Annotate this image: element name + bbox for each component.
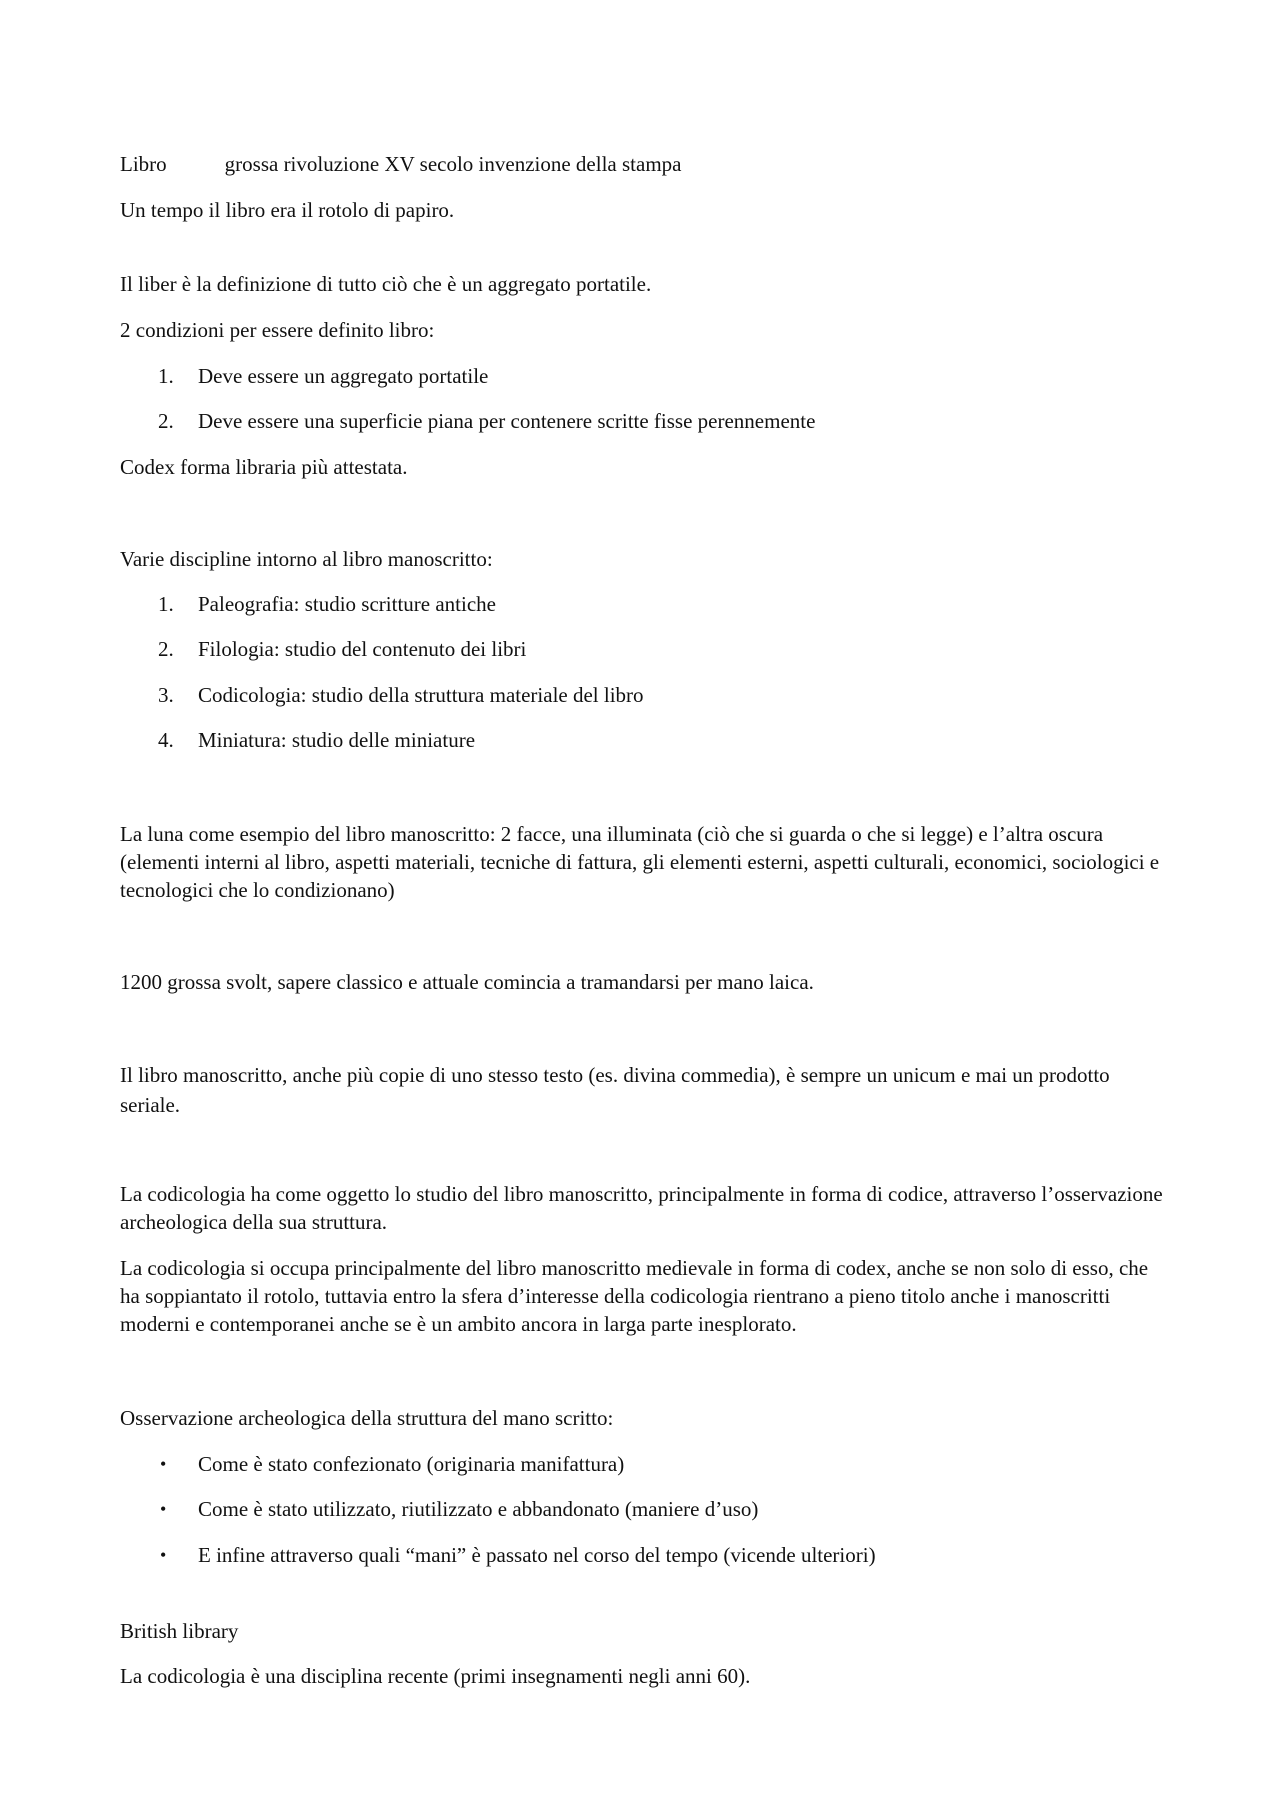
heading-description: grossa rivoluzione XV secolo invenzione della stampa: [224, 152, 682, 176]
paragraph: 2 condizioni per essere definito libro:: [120, 318, 435, 342]
paragraph: La codicologia ha come oggetto lo studio del libro manoscritto, principalmente in forma di codice, attraverso l’osservazione archeologica della sua struttura.: [120, 1182, 1163, 1234]
list-marker: 1.: [158, 364, 174, 388]
heading-word: Libro: [120, 152, 167, 176]
bullet-marker: •: [160, 1499, 167, 1519]
paragraph: La codicologia è una disciplina recente (primi insegnamenti negli anni 60).: [120, 1664, 751, 1688]
list-item-text: Codicologia: studio della struttura materiale del libro: [198, 683, 644, 707]
paragraph: Osservazione archeologica della struttura del mano scritto:: [120, 1406, 614, 1430]
paragraph: British library: [120, 1619, 239, 1643]
list-marker: 2.: [158, 637, 174, 661]
list-marker: 2.: [158, 409, 174, 433]
list-item-text: Deve essere una superficie piana per contenere scritte fisse perennemente: [198, 409, 816, 433]
paragraph: Varie discipline intorno al libro manoscritto:: [120, 547, 493, 571]
paragraph: Il libro manoscritto, anche più copie di uno stesso testo (es. divina commedia), è sempre un unicum e mai un prodotto seriale.: [120, 1063, 1110, 1117]
list-item-text: Paleografia: studio scritture antiche: [198, 592, 496, 616]
document-page: [120, 0, 1170, 1811]
paragraph: La codicologia si occupa principalmente del libro manoscritto medievale in forma di codex, anche se non solo di esso, che ha soppiantato il rotolo, tuttavia entro la sfera d’interesse della codicologia rientrano a pieno titolo anche i manoscritti moderni e contemporanei anche se è un ambito ancora in larga parte inesplorato.: [120, 1256, 1149, 1336]
paragraph: Un tempo il libro era il rotolo di papiro.: [120, 198, 455, 222]
paragraph: La luna come esempio del libro manoscritto: 2 facce, una illuminata (ciò che si guarda o che si legge) e l’altra oscura (elementi interni al libro, aspetti materiali, tecniche di fattura, gli elementi esterni, aspetti culturali, economici, sociologici e tecnologici che lo condizionano): [120, 822, 1160, 902]
list-marker: 4.: [158, 728, 174, 752]
paragraph: Il liber è la definizione di tutto ciò che è un aggregato portatile.: [120, 272, 652, 296]
list-item-text: Filologia: studio del contenuto dei libri: [198, 637, 527, 661]
list-item-text: Come è stato confezionato (originaria manifattura): [198, 1452, 625, 1476]
paragraph: 1200 grossa svolt, sapere classico e attuale comincia a tramandarsi per mano laica.: [120, 970, 814, 994]
paragraph-title-line: [120, 150, 1170, 178]
bullet-marker: •: [160, 1545, 167, 1565]
list-item-text: Deve essere un aggregato portatile: [198, 364, 489, 388]
list-marker: 1.: [158, 592, 174, 616]
list-marker: 3.: [158, 683, 174, 707]
bullet-marker: •: [160, 1454, 167, 1474]
list-item-text: Miniatura: studio delle miniature: [198, 728, 476, 752]
list-item-text: E infine attraverso quali “mani” è passato nel corso del tempo (vicende ulteriori): [198, 1543, 876, 1567]
paragraph: Codex forma libraria più attestata.: [120, 455, 408, 479]
list-item-text: Come è stato utilizzato, riutilizzato e abbandonato (maniere d’uso): [198, 1497, 759, 1521]
